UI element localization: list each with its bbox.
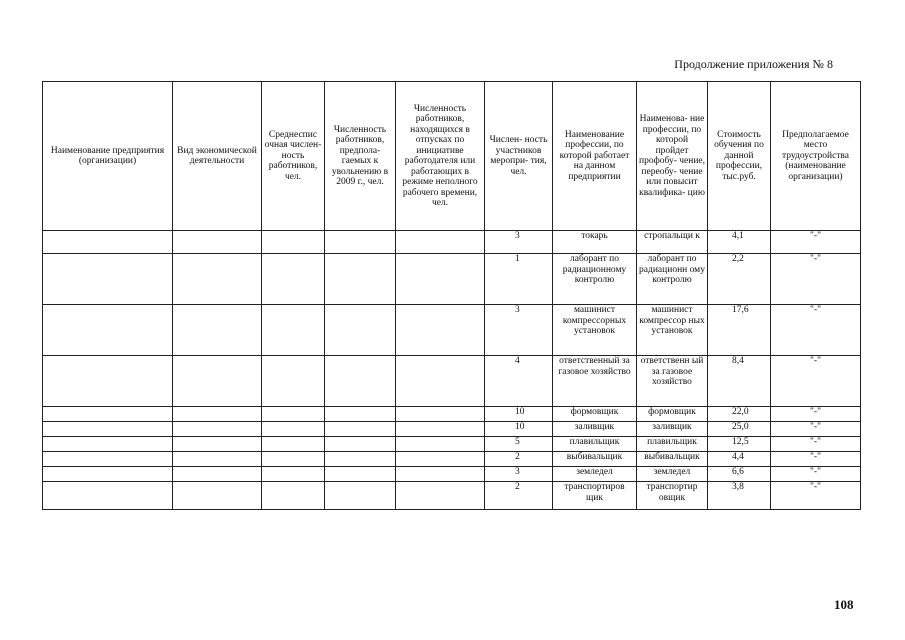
cost-cell: 4,1	[708, 231, 771, 254]
current-profession-cell: заливщик	[553, 422, 637, 437]
cost-cell: 22,0	[708, 407, 771, 422]
current-profession-cell: лаборант по радиационному контролю	[553, 254, 637, 305]
employment-cell: "-"	[771, 452, 861, 467]
current-profession-cell: плавильщик	[553, 437, 637, 452]
training-profession-cell: заливщик	[637, 422, 708, 437]
table-row	[43, 437, 861, 452]
training-profession-cell: лаборант по радиационн ому контролю	[637, 254, 708, 305]
header-current-profession: Наименование профессии, по которой работает на данном предприятии	[553, 82, 637, 231]
employment-cell: "-"	[771, 407, 861, 422]
training-profession-cell: транспортир овщик	[637, 482, 708, 510]
cost-cell: 4,4	[708, 452, 771, 467]
table-row	[43, 422, 861, 437]
participants-cell: 4	[485, 356, 553, 407]
header-organization: Наименование предприятия (организации)	[43, 82, 173, 231]
table-row	[43, 482, 861, 510]
header-participants: Числен- ность участников меропри- тия, чел.	[485, 82, 553, 231]
participants-cell: 10	[485, 422, 553, 437]
training-profession-cell: ответственн ый за газовое хозяйство	[637, 356, 708, 407]
header-activity: Вид экономической деятельности	[173, 82, 262, 231]
header-employment: Предполагаемое место трудоустройства (наименование организации)	[771, 82, 861, 231]
table-row	[43, 231, 861, 254]
employment-cell: "-"	[771, 356, 861, 407]
participants-cell: 1	[485, 254, 553, 305]
participants-cell: 10	[485, 407, 553, 422]
cost-cell: 12,5	[708, 437, 771, 452]
training-profession-cell: выбивальщик	[637, 452, 708, 467]
table-row	[43, 254, 861, 305]
cost-cell: 25,0	[708, 422, 771, 437]
header-cost: Стоимость обучения по данной профессии, тыс.руб.	[708, 82, 771, 231]
training-profession-cell: формовщик	[637, 407, 708, 422]
employment-cell: "-"	[771, 422, 861, 437]
current-profession-cell: машинист компрессорных установок	[553, 305, 637, 356]
cost-cell: 2,2	[708, 254, 771, 305]
current-profession-cell: формовщик	[553, 407, 637, 422]
participants-cell: 5	[485, 437, 553, 452]
cost-cell: 3,8	[708, 482, 771, 510]
current-profession-cell: транспортиров щик	[553, 482, 637, 510]
employment-cell: "-"	[771, 467, 861, 482]
cost-cell: 6,6	[708, 467, 771, 482]
table-row	[43, 452, 861, 467]
table-row	[43, 356, 861, 407]
current-profession-cell: ответственный за газовое хозяйство	[553, 356, 637, 407]
employment-cell: "-"	[771, 254, 861, 305]
training-profession-cell: стропальщи к	[637, 231, 708, 254]
retraining-table	[42, 81, 861, 510]
participants-cell: 3	[485, 231, 553, 254]
appendix-heading: Продолжение приложения № 8	[674, 57, 833, 71]
training-profession-cell: плавильщик	[637, 437, 708, 452]
header-avg-headcount: Среднеспис очная числен- ность работников, чел.	[262, 82, 325, 231]
header-part-time: Численность работников, находящихся в отпусках по инициативе работодателя или работающих в режиме неполного рабочего времени, чел.	[396, 82, 485, 231]
table-row	[43, 305, 861, 356]
participants-cell: 3	[485, 305, 553, 356]
current-profession-cell: выбивальщик	[553, 452, 637, 467]
training-profession-cell: земледел	[637, 467, 708, 482]
table-row	[43, 467, 861, 482]
participants-cell: 3	[485, 467, 553, 482]
table-row	[43, 407, 861, 422]
participants-cell: 2	[485, 452, 553, 467]
employment-cell: "-"	[771, 482, 861, 510]
header-training-profession: Наименова- ние профессии, по которой пройдет профобу- чение, переобу- чение или повысит квалифика- цию	[637, 82, 708, 231]
employment-cell: "-"	[771, 231, 861, 254]
cost-cell: 17,6	[708, 305, 771, 356]
participants-cell: 2	[485, 482, 553, 510]
employment-cell: "-"	[771, 305, 861, 356]
current-profession-cell: земледел	[553, 467, 637, 482]
header-row	[43, 82, 861, 231]
employment-cell: "-"	[771, 437, 861, 452]
training-profession-cell: машинист компрессор ных установок	[637, 305, 708, 356]
cost-cell: 8,4	[708, 356, 771, 407]
current-profession-cell: токарь	[553, 231, 637, 254]
header-layoffs: Численность работников, предпола- гаемых к увольнению в 2009 г., чел.	[325, 82, 396, 231]
page-number: 108	[834, 597, 854, 612]
